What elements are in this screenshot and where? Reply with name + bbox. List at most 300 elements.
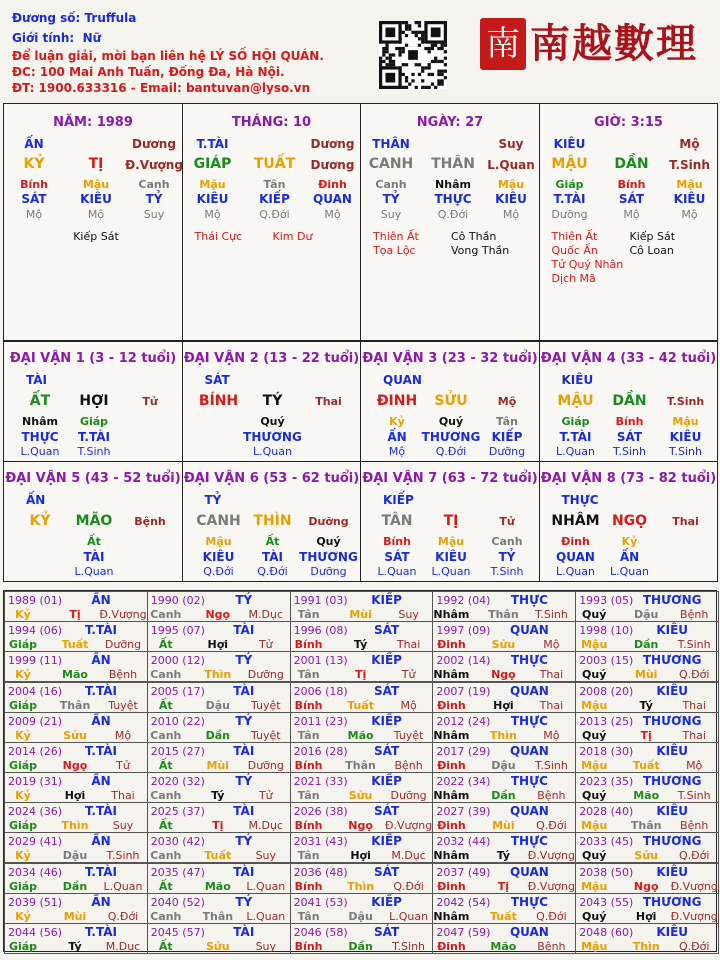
year-stem: Mậu	[581, 819, 608, 833]
year-label: 2047 (59)	[436, 925, 491, 939]
dai-van-stem: NHÂM	[551, 513, 600, 529]
year-cell[interactable]	[290, 682, 434, 713]
year-stem: Tân	[297, 728, 320, 742]
year-life-stage: Q.Đới	[536, 909, 567, 923]
pillar-star: Cô Thần	[451, 230, 497, 243]
dai-van-title: ĐẠI VẬN 3 (23 - 32 tuổi)	[362, 351, 538, 366]
pillar-hidden-stem: Nhâm	[435, 178, 471, 191]
year-ten-god: KIẾP	[371, 834, 402, 849]
year-life-stage: Bệnh	[680, 819, 709, 833]
year-branch: Tý	[353, 638, 368, 652]
year-stem: Ất	[158, 879, 173, 893]
year-cell[interactable]	[147, 651, 291, 682]
year-cell[interactable]	[147, 712, 291, 743]
year-life-stage: Suy	[255, 849, 277, 863]
year-label: 2007 (19)	[436, 684, 491, 698]
year-ten-god: KIẾP	[371, 713, 402, 728]
year-cell[interactable]	[575, 863, 719, 894]
year-ten-god: KIÊU	[656, 623, 689, 638]
year-cell[interactable]	[575, 591, 719, 622]
dai-van-hidden-stem: Ất	[87, 535, 101, 548]
year-cell[interactable]	[432, 893, 576, 924]
dai-van-life-stage: Q.Đới	[203, 565, 234, 578]
year-label: 2040 (52)	[150, 895, 205, 909]
pillar-hidden-god: Mộ	[679, 137, 700, 151]
year-cell[interactable]	[4, 863, 148, 894]
year-cell[interactable]	[290, 651, 434, 682]
year-cell[interactable]	[432, 863, 576, 894]
year-life-stage: Đ.Vượng	[670, 879, 718, 893]
dai-van-life-stage: T.Sinh	[490, 565, 524, 578]
year-branch: Dần	[348, 939, 373, 953]
year-ten-god: THƯƠNG	[642, 593, 702, 607]
year-branch: Mão	[633, 789, 660, 802]
year-life-stage: Đ.Vượng	[527, 849, 575, 863]
year-label: 2026 (38)	[293, 805, 348, 819]
pillar-ten-god: KIÊU	[80, 192, 112, 206]
year-label: 2044 (56)	[8, 925, 63, 939]
dai-van-branch: THÌN	[253, 513, 292, 529]
year-cell[interactable]	[575, 923, 719, 954]
header	[0, 0, 720, 100]
pillar-life-stage: Q.Đới	[437, 208, 469, 221]
year-cell[interactable]	[4, 742, 148, 773]
pillar-life-stage: Q.Đới	[259, 208, 290, 221]
year-stem: Quý	[582, 849, 607, 863]
year-life-stage: Dưỡng	[104, 638, 142, 652]
year-cell[interactable]	[290, 772, 434, 803]
pillar-star: Kim Dư	[272, 230, 313, 243]
year-stem: Kỷ	[15, 608, 31, 621]
year-label: 2042 (54)	[436, 895, 491, 909]
year-branch: Thìn	[204, 668, 232, 682]
pillar-ten-god: T.TÀI	[553, 192, 586, 206]
pillar-hidden-stem: Canh	[138, 178, 170, 191]
year-branch: Thìn	[632, 939, 660, 953]
year-life-stage: M.Dục	[248, 608, 284, 621]
dai-van-ten-god: T.TÀI	[78, 430, 110, 444]
year-cell[interactable]	[575, 832, 719, 863]
pillar-life-stage: Dưỡng	[551, 208, 588, 221]
dai-van-ten-god: KIÊU	[202, 550, 235, 564]
pillar-ten-god: SÁT	[21, 192, 47, 206]
year-branch: Sửu	[348, 789, 373, 802]
year-stem: Đinh	[437, 819, 466, 833]
year-branch: Dậu	[348, 909, 373, 923]
year-branch: Mão	[62, 668, 88, 682]
pillar-hidden-stem: Mậu	[82, 178, 110, 191]
year-cell[interactable]	[147, 772, 291, 803]
year-life-stage: Tử	[258, 789, 273, 802]
year-cell[interactable]	[432, 772, 576, 803]
year-stem: Giáp	[8, 879, 38, 893]
year-cell[interactable]	[432, 712, 576, 743]
dai-van-life-stage: T.Sinh	[613, 445, 646, 458]
year-stem: Mậu	[581, 879, 608, 893]
year-stem: Đinh	[437, 879, 466, 893]
year-label: 2025 (37)	[150, 805, 205, 819]
year-label: 2030 (42)	[150, 835, 205, 849]
pillar-life-stage: Mộ	[87, 208, 105, 221]
year-life-stage: Tuyệt	[393, 728, 424, 742]
year-stem: Quý	[582, 668, 607, 682]
year-life-stage: Mộ	[686, 758, 703, 772]
year-branch: Tuất	[61, 638, 89, 652]
year-stem: Tân	[297, 909, 320, 923]
dai-van-life-stage: T.Sinh	[669, 445, 702, 458]
year-branch: Thân	[59, 698, 91, 712]
year-life-stage: Tử	[401, 668, 416, 682]
dai-van-ten-god: THƯƠNG	[421, 430, 481, 444]
year-label: 2018 (30)	[579, 744, 634, 758]
pillar-star: Tọa Lộc	[373, 244, 416, 257]
year-branch: Mão	[490, 939, 517, 953]
year-stem: Giáp	[8, 939, 38, 953]
year-life-stage: Q.Đới	[678, 939, 710, 953]
year-cell[interactable]	[147, 832, 291, 863]
year-ten-god: SÁT	[374, 804, 400, 819]
dai-van-god: KIÊU	[561, 373, 594, 387]
year-branch: Dậu	[62, 849, 88, 863]
year-label: 1997 (09)	[436, 624, 491, 638]
year-cell[interactable]	[290, 621, 434, 652]
dai-van-5	[3, 461, 183, 582]
dai-van-life-stage: L.Quan	[74, 565, 114, 578]
year-label: 2028 (40)	[579, 805, 634, 819]
dai-van-life-stage: Q.Đới	[257, 565, 288, 578]
year-ten-god: KIẾP	[371, 653, 402, 668]
year-stem: Mậu	[581, 758, 608, 772]
year-branch: Thìn	[347, 879, 375, 893]
year-cell[interactable]	[290, 591, 434, 622]
year-life-stage: Mộ	[543, 728, 560, 742]
brand-logo: 南越數理	[530, 20, 698, 67]
dai-van-ten-god: THƯƠNG	[299, 550, 358, 564]
year-cell[interactable]	[147, 893, 291, 924]
year-cell[interactable]	[432, 621, 576, 652]
year-branch: Tý	[68, 939, 82, 953]
year-life-stage: Đ.Vượng	[670, 909, 718, 923]
year-cell[interactable]	[4, 772, 148, 803]
dai-van-branch: MÃO	[75, 513, 113, 529]
year-stem: Đinh	[437, 638, 466, 652]
dai-van-hidden-stem: Quý	[438, 415, 464, 428]
year-branch: Tuất	[347, 698, 374, 712]
dai-van-ten-god: TÀI	[83, 550, 105, 564]
dai-van-god: SÁT	[204, 373, 230, 387]
year-life-stage: T.Sinh	[106, 849, 140, 863]
pillar-star: Thái Cực	[194, 230, 243, 243]
pillar-title: NGÀY: 27	[416, 115, 484, 130]
year-cell[interactable]	[575, 621, 719, 652]
year-branch: Thìn	[489, 728, 517, 742]
year-stem: Nhâm	[433, 668, 470, 682]
year-branch: Mùi	[206, 758, 230, 772]
dai-van-title: ĐẠI VẬN 1 (3 - 12 tuổi)	[9, 351, 177, 366]
pillar-state: L.Quan	[487, 158, 535, 172]
gender-line: Giới tính: Nữ	[12, 31, 102, 45]
dai-van-6	[182, 461, 362, 582]
year-life-stage: Q.Đới	[393, 879, 424, 893]
dai-van-state: T.Sinh	[666, 395, 705, 408]
dai-van-life-stage: L.Quan	[20, 445, 60, 458]
year-ten-god: ẤN	[91, 894, 111, 909]
year-cell[interactable]	[4, 712, 148, 743]
year-label: 2032 (44)	[436, 835, 491, 849]
year-cell[interactable]	[575, 772, 719, 803]
dai-van-hidden-stem: Bính	[615, 415, 644, 428]
year-cell[interactable]	[4, 591, 148, 622]
year-cell[interactable]	[575, 893, 719, 924]
dai-van-ten-god: KIÊU	[669, 430, 702, 444]
year-cell[interactable]	[290, 712, 434, 743]
year-branch: Dậu	[205, 698, 230, 712]
year-branch: Hợi	[350, 849, 371, 863]
year-label: 2003 (15)	[579, 654, 634, 668]
year-life-stage: Đ.Vượng	[384, 819, 433, 833]
dai-van-stem: TÂN	[381, 513, 413, 529]
year-cell[interactable]	[432, 802, 576, 833]
pillar-state: Đ.Vượng	[125, 158, 183, 172]
year-ten-god: KIÊU	[656, 864, 689, 879]
year-stem: Mậu	[581, 939, 608, 953]
year-branch: Tị	[354, 668, 367, 682]
dai-van-stem: CANH	[196, 513, 241, 529]
year-label: 2005 (17)	[150, 684, 205, 698]
year-stem: Quý	[582, 909, 607, 923]
year-label: 1994 (06)	[8, 624, 63, 638]
year-life-stage: Bệnh	[537, 789, 566, 802]
year-life-stage: T.Sinh	[677, 789, 711, 802]
year-label: 2045 (57)	[150, 925, 205, 939]
year-cell[interactable]	[432, 832, 576, 863]
year-ten-god: THƯƠNG	[642, 894, 702, 909]
year-life-stage: Tuyệt	[108, 698, 138, 712]
year-cell[interactable]	[575, 712, 719, 743]
year-life-stage: Dưỡng	[247, 668, 284, 682]
year-life-stage: Suy	[255, 939, 277, 953]
year-stem: Canh	[150, 668, 182, 682]
year-branch: Thìn	[61, 819, 89, 833]
dai-van-life-stage: L.Quan	[556, 565, 595, 578]
dai-van-stem: ẤT	[29, 393, 51, 409]
year-ten-god: SÁT	[374, 864, 400, 879]
year-label: 2014 (26)	[8, 744, 63, 758]
year-branch: Dần	[633, 638, 659, 652]
year-cell[interactable]	[432, 591, 576, 622]
dai-van-hidden-stem: Ất	[265, 535, 280, 548]
dai-van-stem: KỶ	[29, 513, 51, 529]
dai-van-state: Tử	[499, 515, 515, 528]
year-stem: Ất	[158, 758, 173, 772]
pillar-star: Vong Thần	[451, 244, 510, 257]
year-life-stage: T.Sinh	[677, 638, 711, 652]
year-cell[interactable]	[147, 802, 291, 833]
year-cell[interactable]	[432, 682, 576, 713]
year-cell[interactable]	[290, 893, 434, 924]
year-branch: Hợi	[207, 638, 229, 652]
year-label: 2027 (39)	[436, 805, 491, 819]
dai-van-hidden-stem: Bính	[383, 535, 411, 548]
year-branch: Mùi	[63, 909, 87, 923]
year-cell[interactable]	[432, 742, 576, 773]
chart-grid	[3, 103, 717, 583]
pillar-stem-branch: KỶ	[23, 156, 45, 172]
dai-van-life-stage: L.Quan	[253, 445, 292, 458]
year-cell[interactable]	[147, 923, 291, 954]
year-ten-god: KIÊU	[656, 924, 689, 939]
year-branch: Thân	[202, 909, 234, 923]
year-stem: Nhâm	[433, 728, 470, 742]
year-cell[interactable]	[147, 742, 291, 773]
dai-van-state: Thai	[315, 395, 342, 408]
pillar-star: Thiên Ất	[373, 230, 419, 243]
year-cell[interactable]	[575, 802, 719, 833]
pillar-3	[360, 103, 540, 341]
dai-van-ten-god: SÁT	[384, 550, 410, 564]
year-life-stage: T.Sinh	[534, 758, 568, 772]
dai-van-branch: TÝ	[262, 393, 283, 409]
year-cell[interactable]	[290, 832, 434, 863]
year-life-stage: M.Dục	[391, 849, 426, 863]
year-branch: Mùi	[492, 819, 515, 833]
year-ten-god: TÀI	[233, 924, 255, 939]
pillar-hidden-god: ẤN	[24, 137, 44, 151]
pillar-state: T.Sinh	[669, 158, 710, 172]
year-stem: Ất	[158, 819, 173, 833]
year-life-stage: Suy	[398, 608, 419, 621]
pillar-4	[539, 103, 719, 341]
year-label: 2012 (24)	[436, 714, 491, 728]
pillar-title: GIỜ: 3:15	[594, 115, 663, 130]
dai-van-life-stage: Mộ	[388, 445, 406, 458]
year-label: 2046 (58)	[293, 925, 348, 939]
year-label: 2011 (23)	[293, 714, 348, 728]
pillar-ten-god: KIÊU	[495, 192, 527, 206]
year-ten-god: THỰC	[510, 593, 548, 607]
year-cell[interactable]	[290, 802, 434, 833]
year-cell[interactable]	[147, 863, 291, 894]
dai-van-hidden-stem: Canh	[491, 535, 523, 548]
pillar-ten-god: KIÊU	[196, 192, 229, 206]
year-branch: Dậu	[491, 758, 516, 772]
year-cell[interactable]	[4, 621, 148, 652]
year-cell[interactable]	[432, 923, 576, 954]
year-cell[interactable]	[4, 651, 148, 682]
dai-van-title: ĐẠI VẬN 5 (43 - 52 tuổi)	[5, 471, 181, 486]
dai-van-4	[539, 341, 719, 462]
dai-van-title: ĐẠI VẬN 7 (63 - 72 tuổi)	[362, 471, 538, 486]
year-branch: Ngọ	[205, 608, 231, 621]
year-cell[interactable]	[290, 923, 434, 954]
year-label: 2031 (43)	[293, 835, 348, 849]
year-life-stage: Thai	[682, 698, 706, 712]
year-label: 2009 (21)	[8, 714, 63, 728]
year-life-stage: Tuyệt	[250, 698, 281, 712]
year-life-stage: Tuyệt	[250, 728, 281, 742]
dai-van-hidden-stem: Mậu	[437, 535, 465, 548]
dai-van-ten-god: TỶ	[498, 550, 516, 564]
pillar-star: Cô Loan	[629, 244, 674, 257]
year-label: 2020 (32)	[150, 775, 205, 788]
year-ten-god: T.TÀI	[85, 924, 117, 939]
year-stem: Kỷ	[15, 849, 31, 863]
year-label: 2006 (18)	[293, 684, 348, 698]
year-ten-god: THƯƠNG	[642, 774, 702, 788]
year-branch: Sửu	[634, 849, 658, 863]
year-cell[interactable]	[4, 893, 148, 924]
year-life-stage: Thai	[111, 789, 135, 802]
dai-van-god: TỶ	[204, 493, 222, 507]
pillar-life-stage: Suy	[143, 208, 165, 221]
year-cell[interactable]	[575, 742, 719, 773]
year-cell[interactable]	[147, 591, 291, 622]
year-life-stage: Thai	[539, 698, 564, 712]
year-cell[interactable]	[4, 802, 148, 833]
year-stem: Canh	[150, 728, 182, 742]
year-cell[interactable]	[575, 682, 719, 713]
pillar-stem-branch: MẬU	[551, 156, 588, 172]
year-cell[interactable]	[432, 651, 576, 682]
year-label: 1993 (05)	[579, 594, 634, 607]
year-life-stage: Mộ	[114, 728, 132, 742]
dai-van-state: Mộ	[497, 395, 517, 408]
year-life-stage: Thai	[539, 668, 564, 682]
dai-van-ten-god: THƯƠNG	[243, 430, 302, 444]
dai-van-8	[539, 461, 719, 582]
dai-van-state: Dưỡng	[308, 515, 349, 528]
year-label: 2000 (12)	[150, 654, 205, 668]
pillar-star: Tử Quý Nhân	[551, 258, 624, 271]
pillar-hidden-god: Suy	[498, 137, 524, 151]
year-branch: Hợi	[493, 698, 514, 712]
year-cell[interactable]	[4, 682, 148, 713]
pillar-stem-branch: TỊ	[88, 156, 104, 172]
year-branch: Sửu	[63, 728, 87, 742]
year-ten-god: TỶ	[235, 834, 253, 849]
year-cell[interactable]	[147, 621, 291, 652]
year-life-stage: Q.Đới	[107, 909, 139, 923]
year-stem: Nhâm	[433, 909, 470, 923]
year-label: 1991 (03)	[293, 594, 348, 607]
year-ten-god: TÀI	[233, 864, 255, 879]
dai-van-7	[360, 461, 540, 582]
year-cell[interactable]	[290, 863, 434, 894]
year-label: 1996 (08)	[293, 624, 348, 638]
year-branch: Ngọ	[62, 758, 88, 772]
dai-van-hidden-stem: Giáp	[561, 415, 590, 428]
year-life-stage: Suy	[112, 819, 134, 833]
year-ten-god: KIÊU	[656, 683, 689, 698]
year-label: 2024 (36)	[8, 805, 63, 819]
year-branch: Thân	[345, 758, 376, 772]
year-ten-god: SÁT	[374, 743, 400, 758]
dai-van-hidden-stem: Giáp	[79, 415, 109, 428]
year-branch: Hợi	[635, 909, 657, 923]
year-life-stage: Bệnh	[537, 939, 566, 953]
year-cell[interactable]	[4, 832, 148, 863]
pillar-ten-god: SÁT	[618, 192, 645, 206]
year-cell[interactable]	[147, 682, 291, 713]
year-cell[interactable]	[575, 651, 719, 682]
year-ten-god: TÀI	[233, 743, 255, 758]
year-label: 2017 (29)	[436, 744, 491, 758]
year-ten-god: QUAN	[509, 623, 549, 638]
year-cell[interactable]	[290, 742, 434, 773]
year-cell[interactable]	[4, 923, 148, 954]
year-label: 2039 (51)	[8, 895, 63, 909]
qr-code-icon[interactable]	[379, 21, 447, 89]
